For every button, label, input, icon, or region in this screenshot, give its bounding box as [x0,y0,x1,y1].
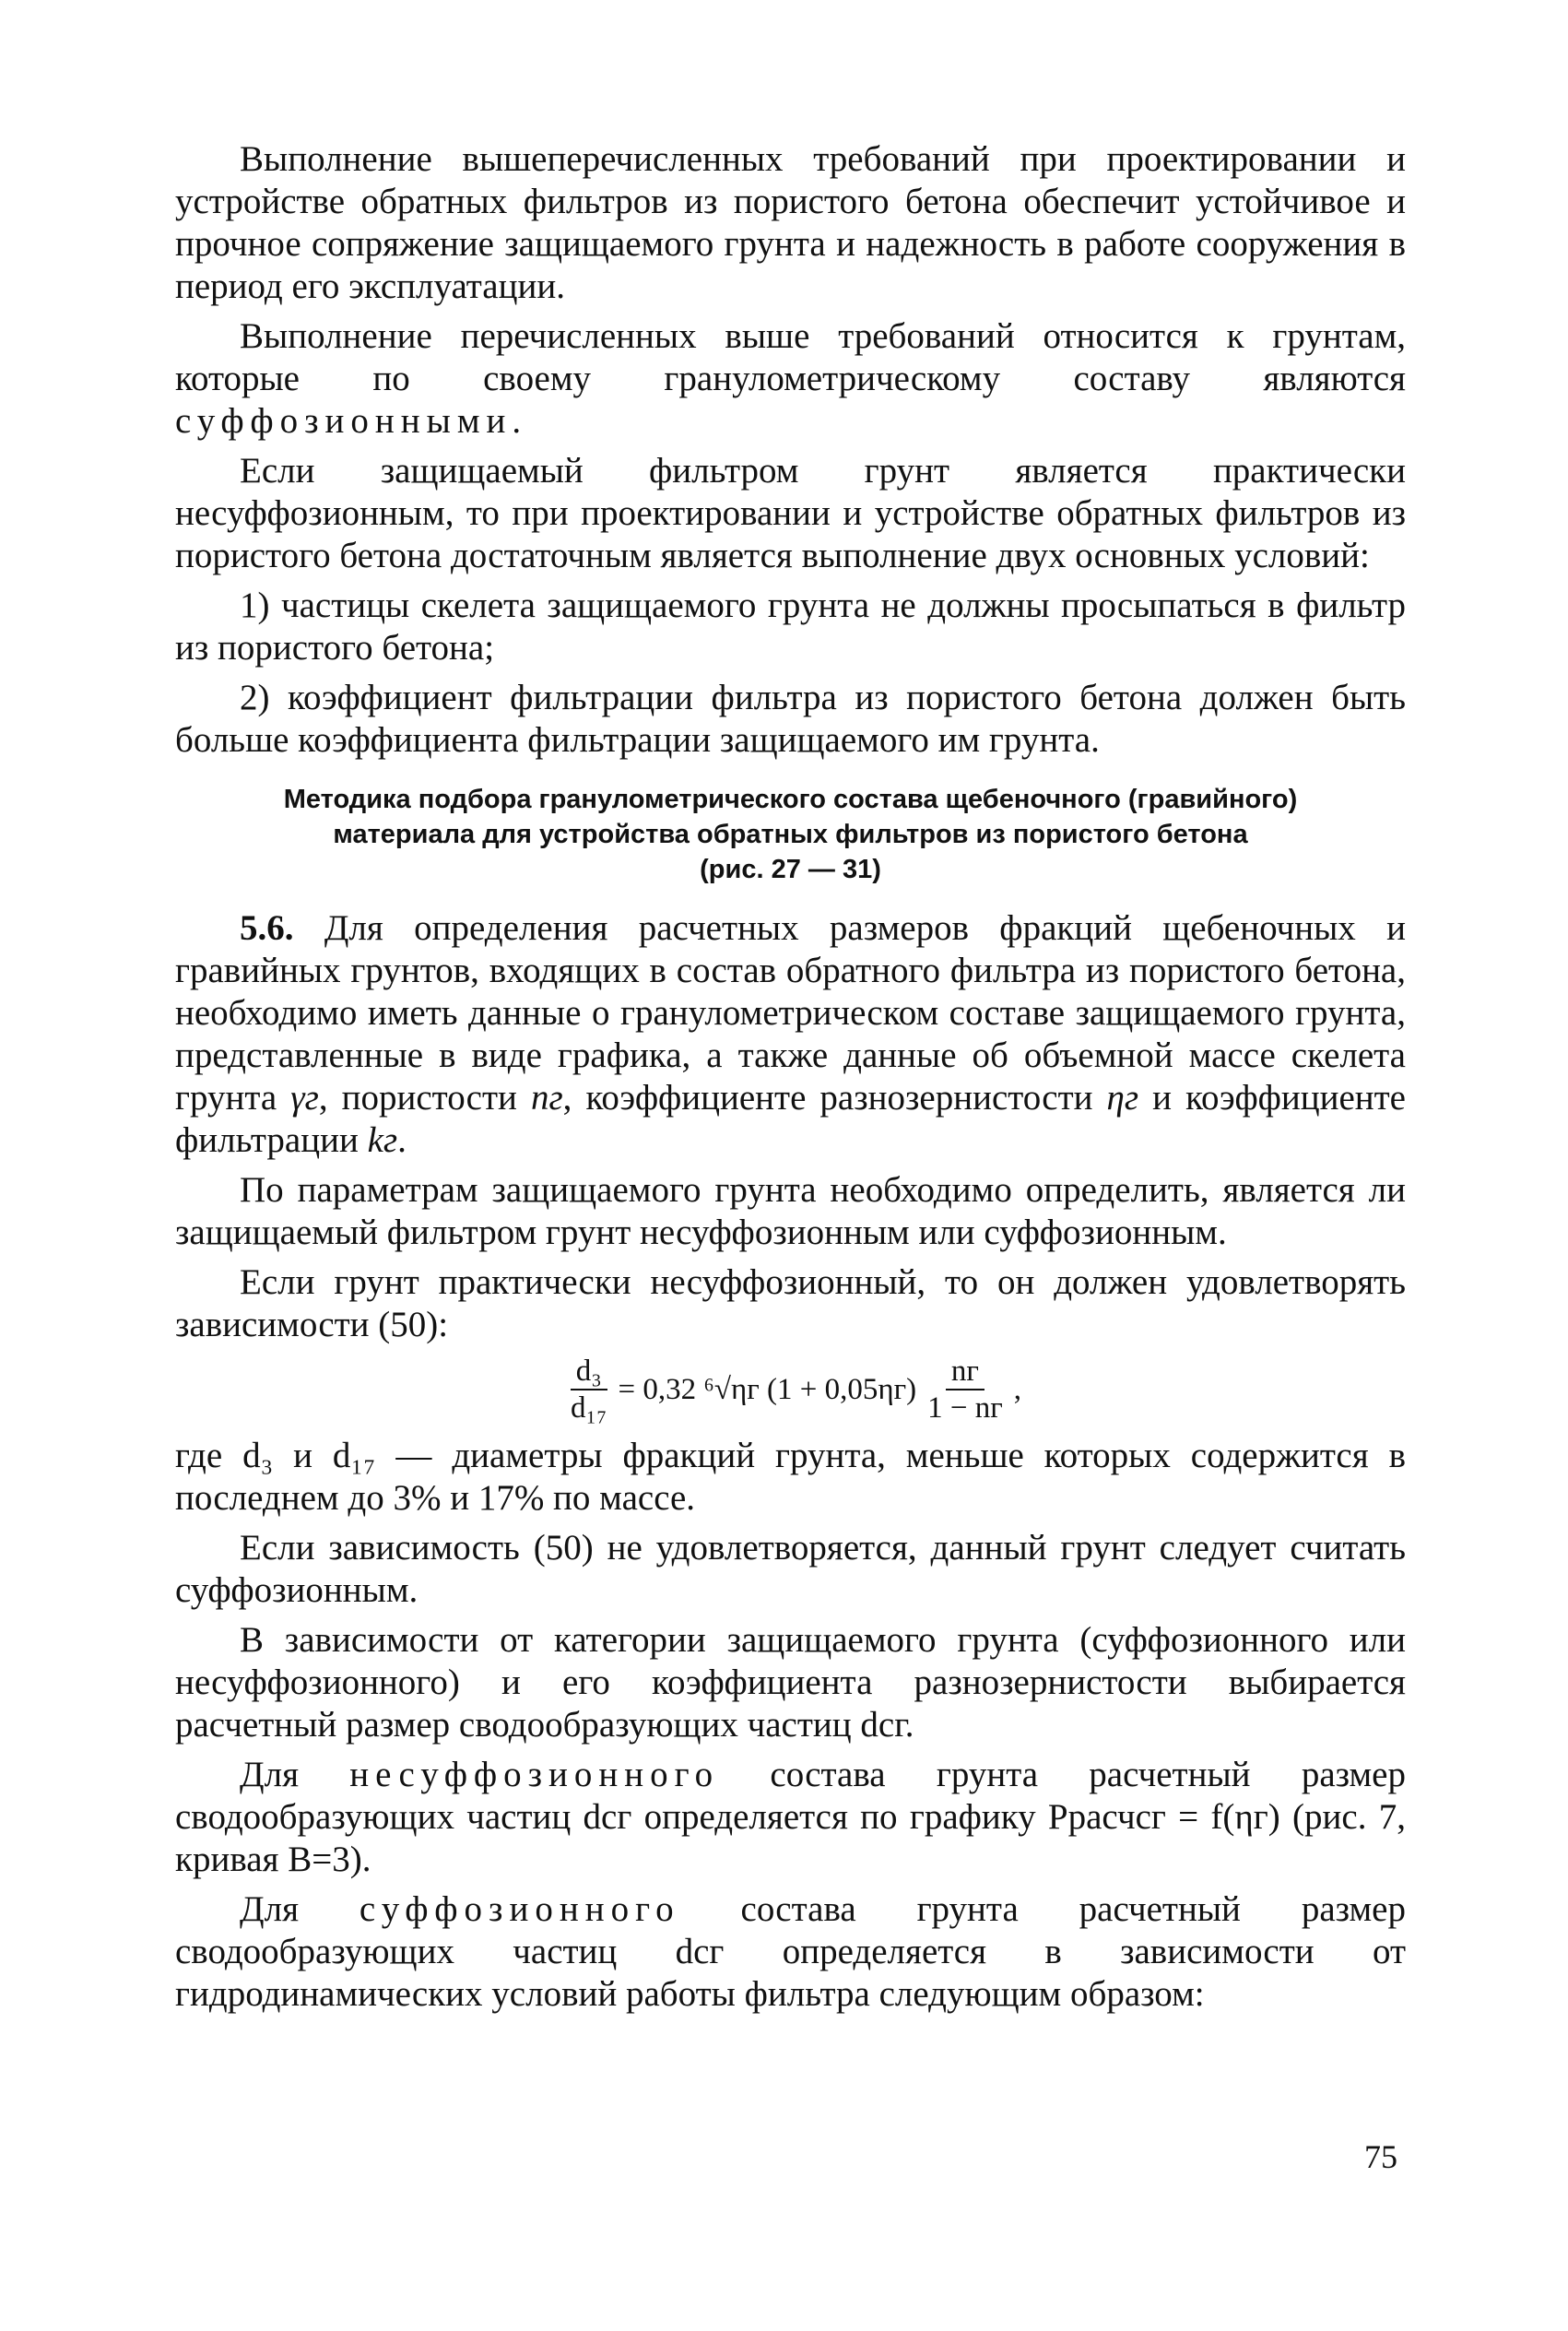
formula-rhs-fraction [922,1354,1008,1426]
emphasis-non-suffosion: несуффозионного [349,1755,720,1794]
heading-line-1: Методика подбора гранулометрического состава щебеночного (гравийного) [283,785,1298,814]
paragraph-13-start: Для [240,1889,360,1929]
paragraph-2-end: . [512,401,522,441]
formula-lhs-fraction [565,1354,613,1426]
paragraph-2-text: Выполнение перечисленных выше требований относится к грунтам, которые по своему гранулометрическому составу являются [175,316,1406,398]
page-number: 75 [1364,2138,1397,2175]
formula-middle: = 0,32 ⁶√ηг (1 + 0,05ηг) [618,1373,917,1406]
condition-2: 2) коэффициент фильтрации фильтра из пористого бетона должен быть больше коэффициента фильтрации защищаемого им грунта. [175,678,1406,760]
paragraph-12 [175,1754,1406,1881]
paragraph-12-rest: состава грунта расчетный размер сводообразующих частиц dсг определяется по графику Pрасчсг = f(ηг) (рис. 7, кривая B=3). [175,1755,1406,1879]
section-text-e: . [397,1120,407,1160]
paragraph-3: Если защищаемый фильтром грунт является практически несуффозионным, то при проектировании и устройстве обратных фильтров из пористого бетона достаточным является выполнение двух основных условий: [175,451,1406,575]
section-text-c: , коэффициенте разнозернистости [562,1078,1107,1118]
paragraph-9: где d₃ и d₁₇ — диаметры фракций грунта, меньше которых содержится в последнем до 3% и 17% по массе. [175,1436,1406,1518]
formula-rhs-numerator: nг [946,1354,984,1390]
section-heading [175,782,1406,887]
paragraph-1: Выполнение вышеперечисленных требований при проектировании и устройстве обратных фильтров из пористого бетона обеспечит устойчивое и прочное сопряжение защищаемого грунта и надежность в работе сооружения в период его эксплуатации. [175,139,1406,306]
emphasis-suffosion-2: суффозионного [359,1889,680,1929]
section-text-a: Для определения расчетных размеров фракций щебеночных и гравийных грунтов, входящих в состав обратного фильтра из пористого бетона, необходимо иметь данные о гранулометрическом составе защищаемого грунта, представленные в виде графика, а также данные об объемной массе скелета грунта [175,908,1406,1118]
symbol-k: kг [367,1120,398,1160]
condition-1: 1) частицы скелета защищаемого грунта не должны просыпаться в фильтр из пористого бетона; [175,586,1406,668]
symbol-eta: ηг [1106,1078,1139,1118]
heading-line-3: (рис. 27 — 31) [700,855,881,884]
paragraph-12-start: Для [240,1755,350,1794]
symbol-gamma: γг [290,1078,319,1118]
formula-rhs-denominator: 1 − nг [927,1391,1003,1425]
paragraph-11: В зависимости от категории защищаемого грунта (суффозионного или несуффозионного) и его коэффициента разнозернистости выбирается расчетный размер сводообразующих частиц dсг. [175,1620,1406,1745]
section-number: 5.6. [240,908,294,948]
paragraph-7: По параметрам защищаемого грунта необходимо определить, является ли защищаемый фильтром грунт несуффозионным или суффозионным. [175,1170,1406,1252]
paragraph-8: Если грунт практически несуффозионный, то он должен удовлетворять зависимости (50): [175,1262,1406,1344]
paragraph-2 [175,315,1406,443]
section-text-b: , пористости [318,1078,531,1118]
formula-lhs-numerator: d₃ [571,1354,607,1390]
section-text-d: и коэффициенте фильтрации [175,1078,1406,1160]
formula-lhs-denominator: d₁₇ [570,1391,607,1425]
page-body [175,138,1406,2023]
symbol-n: nг [530,1078,563,1118]
heading-line-2: материала для устройства обратных фильтров из пористого бетона [333,820,1248,849]
formula-tail: , [1013,1373,1022,1406]
paragraph-13 [175,1888,1406,2016]
paragraph-13-rest: состава грунта расчетный размер сводообразующих частиц dсг определяется в зависимости от гидродинамических условий работы фильтра следующим образом: [175,1889,1406,2014]
formula-50 [175,1354,1406,1426]
emphasis-suffosion: суффозионными [175,401,513,441]
section-5-6 [175,907,1406,1162]
paragraph-10: Если зависимость (50) не удовлетворяется, данный грунт следует считать суффозионным. [175,1528,1406,1610]
